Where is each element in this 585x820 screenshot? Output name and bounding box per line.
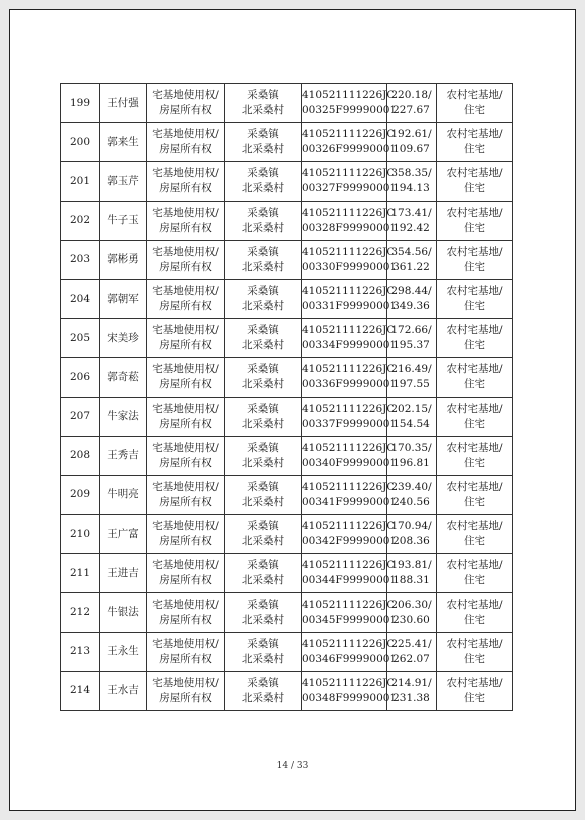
- location-cell-line: 北采桑村: [242, 417, 284, 430]
- land-use-cell: [437, 593, 513, 632]
- location-cell-line: 采桑镇: [247, 637, 279, 650]
- table-row: [61, 279, 513, 318]
- land-use-cell: [437, 515, 513, 554]
- row-number-cell: 209: [61, 475, 100, 514]
- area-cell-line: 231.38: [393, 691, 430, 704]
- table-row: [61, 397, 513, 436]
- right-type-cell-line: 宅基地使用权/: [152, 363, 219, 376]
- certificate-code-cell: [302, 593, 397, 632]
- land-use-cell: [437, 319, 513, 358]
- right-type-cell-line: 房屋所有权: [159, 182, 212, 195]
- area-cell: [387, 240, 437, 279]
- certificate-code-cell: [302, 123, 397, 162]
- certificate-code-cell-line: 410521111226JC: [302, 285, 395, 298]
- land-use-cell-line: 住宅: [464, 182, 485, 195]
- certificate-code-cell-line: 00327F99990001: [302, 182, 397, 195]
- land-use-cell-line: 农村宅基地/: [446, 324, 503, 337]
- land-use-cell-line: 农村宅基地/: [446, 480, 503, 493]
- area-cell-line: 194.13: [393, 182, 430, 195]
- area-cell-line: 220.18/: [391, 89, 432, 102]
- area-cell: [387, 279, 437, 318]
- certificate-code-cell-line: 00344F99990001: [302, 574, 397, 587]
- owner-name-cell: 牛子玉: [100, 201, 147, 240]
- land-use-cell: [437, 84, 513, 123]
- owner-name-cell: 王付强: [100, 84, 147, 123]
- location-cell-line: 北采桑村: [242, 378, 284, 391]
- owner-name-cell: 郭彬勇: [100, 240, 147, 279]
- certificate-code-cell-line: 00346F99990001: [302, 652, 397, 665]
- certificate-code-cell-line: 00345F99990001: [302, 613, 397, 626]
- row-number-cell: 199: [61, 84, 100, 123]
- right-type-cell: [147, 593, 225, 632]
- right-type-cell: [147, 279, 225, 318]
- certificate-code-cell: [302, 436, 397, 475]
- right-type-cell-line: 宅基地使用权/: [152, 402, 219, 415]
- area-cell-line: 214.91/: [391, 676, 432, 689]
- location-cell-line: 采桑镇: [247, 441, 279, 454]
- land-use-cell-line: 住宅: [464, 378, 485, 391]
- land-use-cell-line: 住宅: [464, 339, 485, 352]
- certificate-code-cell: [302, 84, 397, 123]
- owner-name-cell: 宋美珍: [100, 319, 147, 358]
- location-cell-line: 采桑镇: [247, 324, 279, 337]
- row-number-cell: 205: [61, 319, 100, 358]
- certificate-code-cell-line: 410521111226JC: [302, 637, 395, 650]
- certificate-code-cell-line: 410521111226JC: [302, 520, 395, 533]
- certificate-code-cell-line: 00348F99990001: [302, 691, 397, 704]
- right-type-cell: [147, 319, 225, 358]
- location-cell-line: 北采桑村: [242, 339, 284, 352]
- certificate-code-cell-line: 00342F99990001: [302, 535, 397, 548]
- area-cell: [387, 201, 437, 240]
- table-row: [61, 671, 513, 710]
- row-number-cell: 210: [61, 515, 100, 554]
- page-number: 14 / 33: [276, 761, 309, 771]
- right-type-cell-line: 宅基地使用权/: [152, 245, 219, 258]
- land-use-cell-line: 农村宅基地/: [446, 89, 503, 102]
- right-type-cell-line: 宅基地使用权/: [152, 167, 219, 180]
- location-cell-line: 采桑镇: [247, 89, 279, 102]
- area-cell: [387, 632, 437, 671]
- location-cell-line: 采桑镇: [247, 206, 279, 219]
- certificate-code-cell: [302, 162, 397, 201]
- owner-name-cell: 牛银法: [100, 593, 147, 632]
- row-number-cell: 200: [61, 123, 100, 162]
- right-type-cell-line: 房屋所有权: [159, 300, 212, 313]
- registration-table: [60, 83, 513, 711]
- area-cell-line: 195.37: [393, 339, 430, 352]
- location-cell-line: 采桑镇: [247, 128, 279, 141]
- certificate-code-cell-line: 00336F99990001: [302, 378, 397, 391]
- location-cell-line: 北采桑村: [242, 495, 284, 508]
- right-type-cell-line: 房屋所有权: [159, 456, 212, 469]
- area-cell-line: 188.31: [393, 574, 430, 587]
- area-cell: [387, 554, 437, 593]
- area-cell: [387, 475, 437, 514]
- row-number-cell: 201: [61, 162, 100, 201]
- location-cell-line: 采桑镇: [247, 402, 279, 415]
- land-use-cell: [437, 123, 513, 162]
- certificate-code-cell-line: 410521111226JC: [302, 402, 395, 415]
- table-row: [61, 593, 513, 632]
- land-use-cell-line: 农村宅基地/: [446, 128, 503, 141]
- right-type-cell-line: 房屋所有权: [159, 339, 212, 352]
- owner-name-cell: 郭朝军: [100, 279, 147, 318]
- land-use-cell: [437, 240, 513, 279]
- area-cell-line: 202.15/: [391, 402, 432, 415]
- land-use-cell-line: 住宅: [464, 143, 485, 156]
- location-cell: [225, 358, 302, 397]
- location-cell-line: 北采桑村: [242, 691, 284, 704]
- land-use-cell-line: 住宅: [464, 613, 485, 626]
- location-cell: [225, 436, 302, 475]
- land-use-cell: [437, 279, 513, 318]
- area-cell: [387, 123, 437, 162]
- right-type-cell: [147, 397, 225, 436]
- area-cell-line: 216.49/: [391, 363, 432, 376]
- area-cell-line: 196.81: [393, 456, 430, 469]
- area-cell-line: 206.30/: [391, 598, 432, 611]
- land-use-cell-line: 农村宅基地/: [446, 559, 503, 572]
- certificate-code-cell: [302, 319, 397, 358]
- row-number-cell: 211: [61, 554, 100, 593]
- right-type-cell: [147, 162, 225, 201]
- right-type-cell-line: 宅基地使用权/: [152, 598, 219, 611]
- area-cell-line: 208.36: [393, 535, 430, 548]
- land-use-cell-line: 农村宅基地/: [446, 285, 503, 298]
- land-use-cell-line: 住宅: [464, 221, 485, 234]
- certificate-code-cell: [302, 554, 397, 593]
- land-use-cell-line: 住宅: [464, 417, 485, 430]
- right-type-cell-line: 宅基地使用权/: [152, 128, 219, 141]
- location-cell-line: 北采桑村: [242, 652, 284, 665]
- land-use-cell-line: 农村宅基地/: [446, 402, 503, 415]
- land-use-cell: [437, 475, 513, 514]
- row-number-cell: 207: [61, 397, 100, 436]
- right-type-cell-line: 宅基地使用权/: [152, 441, 219, 454]
- location-cell: [225, 123, 302, 162]
- location-cell-line: 采桑镇: [247, 285, 279, 298]
- certificate-code-cell-line: 00328F99990001: [302, 221, 397, 234]
- area-cell-line: 361.22: [393, 260, 430, 273]
- area-cell-line: 358.35/: [391, 167, 432, 180]
- certificate-code-cell-line: 00325F99990001: [302, 104, 397, 117]
- land-use-cell-line: 住宅: [464, 652, 485, 665]
- right-type-cell-line: 房屋所有权: [159, 143, 212, 156]
- registration-table-body: [61, 84, 513, 711]
- area-cell: [387, 593, 437, 632]
- location-cell: [225, 240, 302, 279]
- certificate-code-cell-line: 00341F99990001: [302, 495, 397, 508]
- area-cell-line: 230.60: [393, 613, 430, 626]
- land-use-cell: [437, 358, 513, 397]
- right-type-cell-line: 房屋所有权: [159, 417, 212, 430]
- land-use-cell: [437, 397, 513, 436]
- area-cell-line: 170.94/: [391, 520, 432, 533]
- certificate-code-cell-line: 410521111226JC: [302, 441, 395, 454]
- table-row: [61, 475, 513, 514]
- location-cell-line: 北采桑村: [242, 535, 284, 548]
- location-cell: [225, 515, 302, 554]
- table-row: [61, 632, 513, 671]
- land-use-cell-line: 农村宅基地/: [446, 363, 503, 376]
- location-cell-line: 采桑镇: [247, 363, 279, 376]
- location-cell: [225, 319, 302, 358]
- right-type-cell-line: 房屋所有权: [159, 260, 212, 273]
- row-number-cell: 203: [61, 240, 100, 279]
- area-cell-line: 192.61/: [391, 128, 432, 141]
- table-row: [61, 162, 513, 201]
- certificate-code-cell-line: 410521111226JC: [302, 480, 395, 493]
- certificate-code-cell-line: 410521111226JC: [302, 167, 395, 180]
- certificate-code-cell: [302, 279, 397, 318]
- right-type-cell: [147, 358, 225, 397]
- certificate-code-cell-line: 410521111226JC: [302, 206, 395, 219]
- area-cell: [387, 319, 437, 358]
- owner-name-cell: 郭玉芹: [100, 162, 147, 201]
- right-type-cell-line: 宅基地使用权/: [152, 324, 219, 337]
- row-number-cell: 213: [61, 632, 100, 671]
- row-number-cell: 202: [61, 201, 100, 240]
- area-cell: [387, 397, 437, 436]
- location-cell-line: 采桑镇: [247, 559, 279, 572]
- table-row: [61, 123, 513, 162]
- location-cell-line: 北采桑村: [242, 221, 284, 234]
- area-cell: [387, 671, 437, 710]
- table-row: [61, 84, 513, 123]
- area-cell-line: 154.54: [393, 417, 430, 430]
- area-cell-line: 298.44/: [391, 285, 432, 298]
- owner-name-cell: 牛明亮: [100, 475, 147, 514]
- right-type-cell-line: 宅基地使用权/: [152, 89, 219, 102]
- right-type-cell-line: 房屋所有权: [159, 691, 212, 704]
- location-cell: [225, 671, 302, 710]
- table-row: [61, 240, 513, 279]
- land-use-cell-line: 农村宅基地/: [446, 167, 503, 180]
- certificate-code-cell-line: 410521111226JC: [302, 245, 395, 258]
- location-cell-line: 采桑镇: [247, 245, 279, 258]
- right-type-cell-line: 房屋所有权: [159, 574, 212, 587]
- certificate-code-cell-line: 410521111226JC: [302, 324, 395, 337]
- table-row: [61, 436, 513, 475]
- document-page: [9, 9, 576, 811]
- row-number-cell: 212: [61, 593, 100, 632]
- location-cell: [225, 162, 302, 201]
- right-type-cell-line: 房屋所有权: [159, 104, 212, 117]
- location-cell-line: 采桑镇: [247, 480, 279, 493]
- land-use-cell: [437, 671, 513, 710]
- certificate-code-cell-line: 410521111226JC: [302, 363, 395, 376]
- land-use-cell-line: 农村宅基地/: [446, 637, 503, 650]
- certificate-code-cell: [302, 515, 397, 554]
- right-type-cell: [147, 123, 225, 162]
- right-type-cell-line: 房屋所有权: [159, 495, 212, 508]
- certificate-code-cell: [302, 632, 397, 671]
- certificate-code-cell-line: 410521111226JC: [302, 128, 395, 141]
- owner-name-cell: 王广富: [100, 515, 147, 554]
- land-use-cell-line: 农村宅基地/: [446, 206, 503, 219]
- right-type-cell-line: 房屋所有权: [159, 652, 212, 665]
- right-type-cell-line: 宅基地使用权/: [152, 285, 219, 298]
- location-cell: [225, 554, 302, 593]
- land-use-cell-line: 农村宅基地/: [446, 598, 503, 611]
- location-cell: [225, 593, 302, 632]
- right-type-cell: [147, 475, 225, 514]
- land-use-cell-line: 农村宅基地/: [446, 245, 503, 258]
- land-use-cell: [437, 201, 513, 240]
- area-cell-line: 225.41/: [391, 637, 432, 650]
- location-cell: [225, 279, 302, 318]
- certificate-code-cell-line: 00326F99990001: [302, 143, 397, 156]
- owner-name-cell: 王永生: [100, 632, 147, 671]
- area-cell-line: 170.35/: [391, 441, 432, 454]
- certificate-code-cell-line: 410521111226JC: [302, 559, 395, 572]
- area-cell: [387, 84, 437, 123]
- location-cell-line: 北采桑村: [242, 143, 284, 156]
- land-use-cell-line: 住宅: [464, 535, 485, 548]
- table-row: [61, 201, 513, 240]
- area-cell: [387, 358, 437, 397]
- area-cell-line: 197.55: [393, 378, 430, 391]
- right-type-cell: [147, 201, 225, 240]
- right-type-cell: [147, 515, 225, 554]
- area-cell-line: 262.07: [393, 652, 430, 665]
- certificate-code-cell: [302, 240, 397, 279]
- owner-name-cell: 牛家法: [100, 397, 147, 436]
- right-type-cell-line: 宅基地使用权/: [152, 676, 219, 689]
- land-use-cell-line: 农村宅基地/: [446, 520, 503, 533]
- owner-name-cell: 王进吉: [100, 554, 147, 593]
- right-type-cell-line: 宅基地使用权/: [152, 559, 219, 572]
- area-cell-line: 239.40/: [391, 480, 432, 493]
- right-type-cell-line: 房屋所有权: [159, 535, 212, 548]
- location-cell: [225, 475, 302, 514]
- right-type-cell-line: 宅基地使用权/: [152, 480, 219, 493]
- area-cell-line: 349.36: [393, 300, 430, 313]
- land-use-cell-line: 住宅: [464, 574, 485, 587]
- land-use-cell: [437, 632, 513, 671]
- table-row: [61, 358, 513, 397]
- land-use-cell: [437, 436, 513, 475]
- land-use-cell: [437, 162, 513, 201]
- location-cell: [225, 632, 302, 671]
- location-cell: [225, 84, 302, 123]
- certificate-code-cell: [302, 201, 397, 240]
- table-row: [61, 554, 513, 593]
- land-use-cell-line: 住宅: [464, 691, 485, 704]
- location-cell-line: 北采桑村: [242, 613, 284, 626]
- right-type-cell-line: 房屋所有权: [159, 221, 212, 234]
- area-cell-line: 192.42: [393, 221, 430, 234]
- location-cell-line: 北采桑村: [242, 456, 284, 469]
- certificate-code-cell-line: 00337F99990001: [302, 417, 397, 430]
- row-number-cell: 208: [61, 436, 100, 475]
- right-type-cell: [147, 240, 225, 279]
- certificate-code-cell-line: 410521111226JC: [302, 676, 395, 689]
- certificate-code-cell-line: 00330F99990001: [302, 260, 397, 273]
- area-cell-line: 193.81/: [391, 559, 432, 572]
- area-cell-line: 173.41/: [391, 206, 432, 219]
- certificate-code-cell-line: 00340F99990001: [302, 456, 397, 469]
- location-cell-line: 北采桑村: [242, 182, 284, 195]
- area-cell-line: 172.66/: [391, 324, 432, 337]
- land-use-cell: [437, 554, 513, 593]
- area-cell-line: 354.56/: [391, 245, 432, 258]
- certificate-code-cell: [302, 475, 397, 514]
- land-use-cell-line: 农村宅基地/: [446, 441, 503, 454]
- land-use-cell-line: 住宅: [464, 456, 485, 469]
- area-cell: [387, 162, 437, 201]
- area-cell: [387, 515, 437, 554]
- certificate-code-cell-line: 00334F99990001: [302, 339, 397, 352]
- location-cell: [225, 397, 302, 436]
- location-cell-line: 北采桑村: [242, 260, 284, 273]
- right-type-cell: [147, 632, 225, 671]
- table-row: [61, 515, 513, 554]
- area-cell-line: 109.67: [393, 143, 430, 156]
- right-type-cell-line: 房屋所有权: [159, 613, 212, 626]
- location-cell-line: 采桑镇: [247, 520, 279, 533]
- row-number-cell: 204: [61, 279, 100, 318]
- certificate-code-cell-line: 410521111226JC: [302, 89, 395, 102]
- location-cell-line: 采桑镇: [247, 676, 279, 689]
- owner-name-cell: 王水吉: [100, 671, 147, 710]
- certificate-code-cell: [302, 671, 397, 710]
- certificate-code-cell-line: 410521111226JC: [302, 598, 395, 611]
- certificate-code-cell: [302, 397, 397, 436]
- location-cell-line: 采桑镇: [247, 167, 279, 180]
- right-type-cell: [147, 554, 225, 593]
- area-cell-line: 227.67: [393, 104, 430, 117]
- certificate-code-cell-line: 00331F99990001: [302, 300, 397, 313]
- right-type-cell: [147, 671, 225, 710]
- land-use-cell-line: 住宅: [464, 260, 485, 273]
- owner-name-cell: 郭来生: [100, 123, 147, 162]
- location-cell-line: 北采桑村: [242, 574, 284, 587]
- right-type-cell: [147, 436, 225, 475]
- owner-name-cell: 郭奇菘: [100, 358, 147, 397]
- land-use-cell-line: 住宅: [464, 495, 485, 508]
- right-type-cell-line: 宅基地使用权/: [152, 206, 219, 219]
- area-cell: [387, 436, 437, 475]
- right-type-cell-line: 宅基地使用权/: [152, 637, 219, 650]
- location-cell-line: 北采桑村: [242, 300, 284, 313]
- location-cell-line: 北采桑村: [242, 104, 284, 117]
- row-number-cell: 214: [61, 671, 100, 710]
- right-type-cell-line: 宅基地使用权/: [152, 520, 219, 533]
- area-cell-line: 240.56: [393, 495, 430, 508]
- right-type-cell: [147, 84, 225, 123]
- table-row: [61, 319, 513, 358]
- owner-name-cell: 王秀吉: [100, 436, 147, 475]
- land-use-cell-line: 农村宅基地/: [446, 676, 503, 689]
- right-type-cell-line: 房屋所有权: [159, 378, 212, 391]
- certificate-code-cell: [302, 358, 397, 397]
- land-use-cell-line: 住宅: [464, 104, 485, 117]
- row-number-cell: 206: [61, 358, 100, 397]
- location-cell-line: 采桑镇: [247, 598, 279, 611]
- land-use-cell-line: 住宅: [464, 300, 485, 313]
- location-cell: [225, 201, 302, 240]
